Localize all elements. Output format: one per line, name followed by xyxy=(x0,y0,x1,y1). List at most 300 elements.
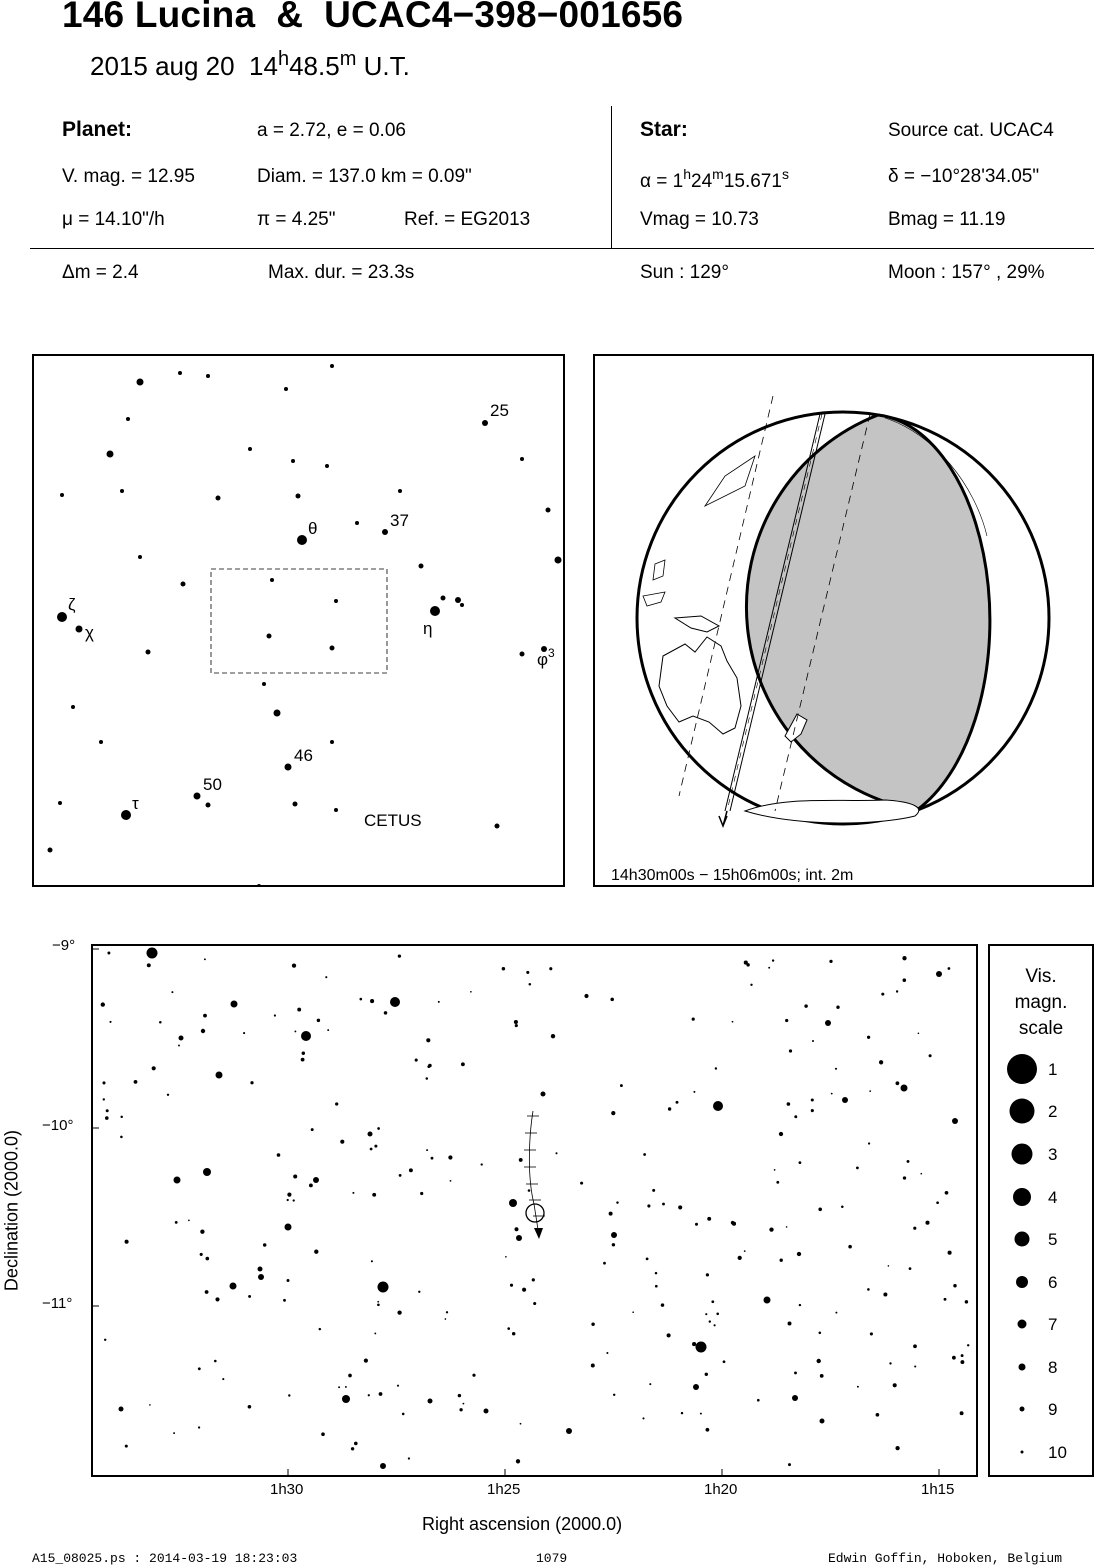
faint-star xyxy=(652,1189,655,1192)
finder-star xyxy=(330,364,334,368)
faint-star xyxy=(250,1081,253,1084)
planet-diameter: Diam. = 137.0 km = 0.09" xyxy=(257,166,472,187)
faint-star xyxy=(591,1322,594,1325)
faint-star xyxy=(516,1459,520,1463)
faint-star xyxy=(867,1288,870,1291)
finder-star xyxy=(178,371,182,375)
faint-star xyxy=(515,1024,518,1027)
faint-star xyxy=(925,1221,929,1225)
faint-star xyxy=(431,1157,434,1160)
legend-dot-5 xyxy=(1015,1232,1030,1247)
chart-star xyxy=(231,1001,238,1008)
faint-star xyxy=(706,1273,709,1276)
y-axis-label: Declination (2000.0) xyxy=(1,1129,22,1292)
finder-star xyxy=(267,634,272,639)
faint-star xyxy=(750,984,752,986)
faint-star xyxy=(505,1256,507,1258)
chart-star xyxy=(825,1020,831,1026)
chart-star xyxy=(380,1463,386,1469)
faint-star xyxy=(371,1260,373,1262)
faint-star xyxy=(913,1344,917,1348)
faint-star xyxy=(695,1223,698,1226)
faint-star xyxy=(327,1029,329,1031)
finder-star xyxy=(216,496,221,501)
label-chi: χ xyxy=(85,623,94,642)
faint-star xyxy=(377,1301,379,1303)
alpha-seconds: 15.671 xyxy=(723,171,782,192)
faint-star xyxy=(263,1243,266,1246)
finder-star xyxy=(520,652,525,657)
chart-star xyxy=(713,1101,723,1111)
finder-star xyxy=(334,808,338,812)
finder-star xyxy=(495,824,500,829)
legend-mag-3: 3 xyxy=(1048,1145,1058,1164)
faint-star xyxy=(109,1021,111,1023)
faint-star xyxy=(426,1038,430,1042)
planet-vmag: V. mag. = 12.95 xyxy=(62,166,195,187)
faint-star xyxy=(799,1304,801,1306)
faint-star xyxy=(584,994,588,998)
faint-star xyxy=(173,1432,175,1434)
alpha-prefix: α = 1 xyxy=(640,171,684,192)
faint-star xyxy=(214,1360,217,1363)
faint-star xyxy=(965,1300,968,1303)
chart-star xyxy=(792,1395,798,1401)
faint-star xyxy=(159,1021,162,1024)
faint-star xyxy=(744,1250,746,1252)
faint-star xyxy=(198,1426,200,1428)
faint-star xyxy=(515,1227,519,1231)
faint-star xyxy=(711,1300,714,1303)
faint-star xyxy=(450,1180,452,1182)
chart-star xyxy=(285,1224,292,1231)
faint-star xyxy=(519,1158,523,1162)
faint-star xyxy=(643,1153,646,1156)
minute-unit: m xyxy=(339,48,357,70)
faint-star xyxy=(283,1299,286,1302)
chart-star xyxy=(611,1232,617,1238)
finder-star-chi xyxy=(76,626,83,633)
faint-star xyxy=(876,1413,880,1417)
faint-star xyxy=(402,1413,405,1416)
faint-star xyxy=(772,959,774,961)
faint-star xyxy=(819,1332,822,1335)
finder-star xyxy=(120,489,124,493)
finder-star-37 xyxy=(382,529,388,535)
faint-star xyxy=(325,976,327,978)
label-tau: τ xyxy=(132,794,139,813)
finder-star xyxy=(284,387,288,391)
star-declination: δ = −10°28'34.05" xyxy=(888,166,1040,187)
faint-star xyxy=(510,1284,513,1287)
faint-star xyxy=(171,991,173,993)
faint-star xyxy=(820,1374,824,1378)
finder-star xyxy=(334,599,338,603)
faint-star xyxy=(960,1360,964,1364)
faint-star xyxy=(458,1394,461,1397)
faint-star xyxy=(370,999,374,1003)
finder-star xyxy=(60,493,64,497)
page-title xyxy=(62,0,683,36)
chart-star xyxy=(428,1399,433,1404)
star-vmag: Vmag = 10.73 xyxy=(640,209,759,230)
finder-star xyxy=(58,801,62,805)
faint-star xyxy=(311,1128,314,1131)
faint-star xyxy=(776,1181,779,1184)
faint-star xyxy=(883,1293,887,1297)
chart-star xyxy=(342,1395,350,1403)
faint-star xyxy=(857,1386,859,1388)
footer-page: 1079 xyxy=(536,1551,568,1566)
faint-star xyxy=(961,1354,964,1357)
faint-star xyxy=(408,1457,410,1459)
finder-star-50 xyxy=(194,793,201,800)
faint-star xyxy=(277,1153,281,1157)
legend-dot-7 xyxy=(1018,1320,1027,1329)
faint-star xyxy=(769,1227,773,1231)
faint-star xyxy=(102,1081,105,1084)
legend-dot-4 xyxy=(1013,1188,1031,1206)
faint-star xyxy=(319,1328,321,1330)
label-50: 50 xyxy=(203,775,222,794)
faint-star xyxy=(426,1149,428,1151)
faint-star xyxy=(841,1205,844,1208)
legend-mag-4: 4 xyxy=(1048,1188,1058,1207)
legend-dot-1 xyxy=(1007,1054,1037,1084)
dec-tick-11: −11° xyxy=(42,1295,73,1312)
faint-star xyxy=(774,1169,776,1171)
chart-star xyxy=(230,1283,237,1290)
faint-star xyxy=(705,1373,708,1376)
faint-star xyxy=(522,1288,526,1292)
faint-star xyxy=(293,1174,297,1178)
faint-star xyxy=(287,1199,289,1201)
faint-star xyxy=(529,983,532,986)
globe-panel xyxy=(593,354,1094,887)
faint-star xyxy=(302,1052,305,1055)
faint-star xyxy=(360,998,363,1001)
faint-star xyxy=(613,1394,615,1396)
faint-star xyxy=(794,1371,797,1374)
faint-star xyxy=(831,1093,833,1095)
faint-star xyxy=(287,1279,290,1282)
faint-star xyxy=(203,1014,207,1018)
footer-file: A15_08025.ps : 2014-03-19 18:23:03 xyxy=(32,1551,298,1566)
faint-star xyxy=(379,1392,383,1396)
faint-star xyxy=(352,1192,354,1194)
faint-star xyxy=(960,1411,964,1415)
finder-star xyxy=(546,508,551,513)
finder-star-46 xyxy=(285,764,292,771)
detail-star-chart xyxy=(91,944,978,1477)
magnitude-legend xyxy=(988,944,1094,1477)
label-phi xyxy=(537,646,555,669)
faint-star xyxy=(948,967,951,970)
chart-star xyxy=(541,1092,546,1097)
globe-svg xyxy=(595,356,1092,885)
planet-heading: Planet: xyxy=(62,118,133,141)
faint-star xyxy=(399,1174,402,1177)
faint-star xyxy=(377,1304,380,1307)
faint-star xyxy=(920,1173,922,1175)
faint-star xyxy=(481,1163,483,1165)
chart-star xyxy=(566,1428,572,1434)
faint-star xyxy=(248,1405,252,1409)
faint-star xyxy=(372,1193,376,1197)
faint-star xyxy=(869,1090,871,1092)
faint-star xyxy=(700,1413,702,1415)
event-datetime xyxy=(90,48,410,82)
legend-dot-8 xyxy=(1019,1364,1026,1371)
faint-star xyxy=(398,954,401,957)
finder-star-theta xyxy=(297,535,307,545)
moon-elongation: Moon : 157° , 29% xyxy=(888,262,1045,283)
faint-star xyxy=(317,1019,320,1022)
chart-star xyxy=(378,1282,389,1293)
faint-star xyxy=(681,1412,683,1414)
globe-time-caption: 14h30m00s − 15h06m00s; int. 2m xyxy=(611,867,854,884)
ra-tick-1h30: 1h30 xyxy=(270,1481,304,1498)
faint-star xyxy=(709,1320,711,1322)
faint-star xyxy=(967,1344,969,1346)
faint-star xyxy=(835,1312,837,1314)
faint-star xyxy=(609,1212,613,1216)
faint-star xyxy=(811,1109,814,1112)
faint-star xyxy=(134,1080,138,1084)
chart-star xyxy=(842,1097,848,1103)
faint-star xyxy=(167,1094,169,1096)
faint-star xyxy=(294,1030,296,1032)
faint-star xyxy=(692,1342,696,1346)
faint-star xyxy=(936,1201,939,1204)
faint-star xyxy=(642,1417,644,1419)
finder-star-eta xyxy=(430,606,440,616)
label-eta: η xyxy=(423,619,433,638)
dec-tick-10: −10° xyxy=(42,1117,74,1134)
faint-star xyxy=(125,1445,128,1448)
alpha-minutes: 24 xyxy=(691,171,713,192)
faint-star xyxy=(692,1018,695,1021)
faint-star xyxy=(463,1403,465,1405)
faint-star xyxy=(779,1132,783,1136)
legend-mag-2: 2 xyxy=(1048,1102,1058,1121)
faint-star xyxy=(612,1243,615,1246)
path-direction-arrow xyxy=(719,811,727,826)
ra-tick-1h20: 1h20 xyxy=(704,1481,738,1498)
faint-star xyxy=(896,990,898,992)
asteroid-track-ticks xyxy=(524,1116,545,1216)
finder-star xyxy=(291,459,295,463)
faint-star xyxy=(426,1077,429,1080)
faint-star xyxy=(204,958,206,960)
star-right-ascension xyxy=(640,166,789,193)
faint-star xyxy=(738,1256,742,1260)
chart-star xyxy=(764,1297,771,1304)
faint-star xyxy=(377,1127,380,1130)
chart-star xyxy=(936,971,942,977)
legend-mag-6: 6 xyxy=(1048,1273,1058,1292)
faint-star xyxy=(448,1155,452,1159)
detail-svg xyxy=(93,946,976,1475)
faint-star xyxy=(667,1333,671,1337)
footer-author: Edwin Goffin, Hoboken, Belgium xyxy=(828,1551,1063,1566)
finder-star xyxy=(270,578,274,582)
faint-star xyxy=(649,1383,651,1385)
faint-star xyxy=(836,1006,839,1009)
faint-star xyxy=(788,1322,792,1326)
chart-star xyxy=(216,1072,223,1079)
faint-star xyxy=(848,1245,852,1249)
faint-star xyxy=(797,1252,801,1256)
chart-star xyxy=(368,1132,373,1137)
finder-star xyxy=(520,457,524,461)
faint-star xyxy=(812,1040,814,1042)
faint-star xyxy=(415,1059,418,1062)
chart-star xyxy=(203,1168,211,1176)
finder-star xyxy=(99,740,103,744)
chart-star xyxy=(119,1407,124,1412)
faint-star xyxy=(446,1311,448,1313)
alpha-s-unit: s xyxy=(781,166,789,182)
faint-star xyxy=(338,1386,340,1388)
legend-dot-9 xyxy=(1020,1407,1025,1412)
finder-star xyxy=(206,803,211,808)
faint-star xyxy=(606,1352,608,1354)
faint-star xyxy=(470,991,472,993)
faint-star xyxy=(620,1084,623,1087)
legend-mag-5: 5 xyxy=(1048,1230,1058,1249)
finder-star xyxy=(71,705,75,709)
faint-star xyxy=(817,1359,821,1363)
faint-star xyxy=(120,1116,122,1118)
chart-star xyxy=(390,997,400,1007)
faint-star xyxy=(409,1168,413,1172)
faint-star xyxy=(909,1267,912,1270)
faint-star xyxy=(243,1032,245,1034)
faint-star xyxy=(549,967,552,970)
faint-star xyxy=(610,998,614,1002)
faint-star xyxy=(896,1081,900,1085)
faint-star xyxy=(706,1428,710,1432)
faint-star xyxy=(835,1068,837,1070)
faint-star xyxy=(611,1111,615,1115)
chart-star xyxy=(696,1342,707,1353)
faint-star xyxy=(918,1032,920,1034)
faint-star xyxy=(655,1285,658,1288)
faint-star xyxy=(368,1394,370,1396)
faint-star xyxy=(616,1201,618,1203)
finder-star xyxy=(441,596,446,601)
faint-star xyxy=(945,1191,949,1195)
faint-star xyxy=(903,1176,906,1179)
legend-mag-7: 7 xyxy=(1048,1315,1058,1334)
faint-star xyxy=(580,1182,583,1185)
star-source-catalog: Source cat. UCAC4 xyxy=(888,120,1054,141)
faint-star xyxy=(364,1359,368,1363)
event-minute: 48.5 xyxy=(289,51,340,81)
legend-svg xyxy=(990,946,1092,1475)
faint-star xyxy=(799,1161,802,1164)
alpha-m-unit: m xyxy=(712,166,724,182)
finder-star xyxy=(555,557,562,564)
finder-star xyxy=(248,447,252,451)
header-rule xyxy=(30,248,1094,249)
faint-star xyxy=(732,1222,736,1226)
finder-star xyxy=(146,650,151,655)
hour-unit: h xyxy=(277,48,290,70)
faint-star xyxy=(948,1251,952,1255)
faint-star xyxy=(370,1148,373,1151)
finder-chart xyxy=(32,354,565,887)
target-star-circle xyxy=(526,1204,544,1222)
chart-star xyxy=(313,1177,319,1183)
faint-star xyxy=(818,1208,822,1212)
faint-star xyxy=(201,1029,205,1033)
legend-dot-6 xyxy=(1016,1276,1028,1288)
alpha-h-unit: h xyxy=(683,166,692,182)
finder-star xyxy=(293,802,298,807)
faint-star xyxy=(175,1221,178,1224)
faint-star xyxy=(895,1446,899,1450)
chart-star xyxy=(509,1199,517,1207)
star-bmag: Bmag = 11.19 xyxy=(888,209,1006,230)
faint-star xyxy=(418,1291,420,1293)
faint-star xyxy=(309,1183,313,1187)
faint-star xyxy=(889,1362,891,1364)
faint-star xyxy=(723,1360,726,1363)
finder-star-25 xyxy=(482,420,488,426)
faint-star xyxy=(125,1240,129,1244)
faint-star xyxy=(507,1327,510,1330)
faint-star xyxy=(520,1423,522,1425)
faint-star xyxy=(420,1192,423,1195)
star-heading: Star: xyxy=(640,118,688,141)
faint-star xyxy=(662,1203,665,1206)
finder-star xyxy=(355,521,359,525)
faint-star xyxy=(714,1324,716,1326)
label-25: 25 xyxy=(490,401,509,420)
finder-star xyxy=(107,451,114,458)
faint-star xyxy=(188,1220,190,1222)
chart-star xyxy=(952,1118,958,1124)
sun-elongation: Sun : 129° xyxy=(640,262,729,283)
faint-star xyxy=(459,1408,462,1411)
faint-star xyxy=(856,1167,859,1170)
faint-star xyxy=(903,978,907,982)
faint-star xyxy=(374,1332,376,1334)
faint-star xyxy=(551,1034,555,1038)
faint-star xyxy=(292,963,296,967)
chart-star xyxy=(901,1085,908,1092)
planet-motion: μ = 14.10"/h xyxy=(62,209,165,230)
ra-tick-1h15: 1h15 xyxy=(921,1481,955,1498)
finder-star xyxy=(206,374,210,378)
finder-star xyxy=(330,646,335,651)
faint-star xyxy=(526,971,529,974)
legend-dot-2 xyxy=(1010,1099,1035,1124)
faint-star xyxy=(757,1399,760,1402)
planet-reference: Ref. = EG2013 xyxy=(404,209,531,230)
faint-star xyxy=(384,1011,388,1015)
faint-star xyxy=(732,1021,734,1023)
label-46: 46 xyxy=(294,746,313,765)
faint-star xyxy=(533,1302,536,1305)
x-axis-label: Right ascension (2000.0) xyxy=(422,1514,623,1534)
faint-star xyxy=(445,1318,447,1320)
chart-star xyxy=(820,1419,825,1424)
faint-star xyxy=(907,1160,910,1163)
planet-parallax: π = 4.25" xyxy=(257,209,336,230)
